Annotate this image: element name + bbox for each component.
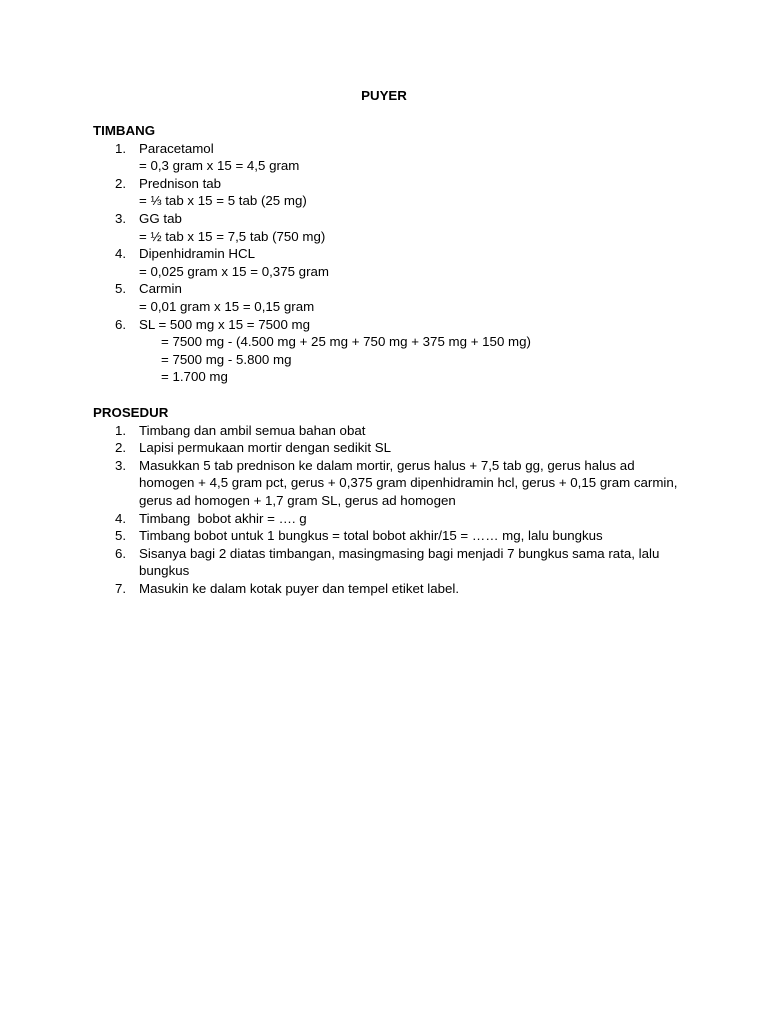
list-item [93,527,693,545]
item-text: Dipenhidramin HCL [139,246,256,262]
list-item [93,510,693,528]
list-item [93,140,693,175]
item-number: 4. [115,510,127,526]
item-text: Timbang bobot akhir = …. g [139,510,307,526]
item-number: 5. [115,528,127,544]
item-number: 3. [115,210,127,226]
item-calculation: = ⅓ tab x 15 = 5 tab (25 mg) [139,193,307,209]
item-text: Masukkan 5 tab prednison ke dalam mortir, gerus halus + 7,5 tab gg, gerus halus ad homogen + 4,5 gram pct, gerus + 0,375 gram dipenhidramin hcl, gerus + 0,15 gram carmin, gerus ad homogen + 1,7 gram SL, gerus ad homogen [139,457,678,508]
list-item [93,175,693,210]
item-number: 4. [115,246,127,262]
list-item [93,316,693,386]
item-calculation: = 1.700 mg [161,369,228,385]
prosedur-list [93,422,693,598]
item-text: SL = 500 mg x 15 = 7500 mg [139,316,311,332]
item-calculation: = 0,025 gram x 15 = 0,375 gram [139,263,329,279]
item-number: 6. [115,545,127,561]
item-text: Carmin [139,281,182,297]
item-number: 1. [115,140,127,156]
item-number: 2. [115,175,127,191]
item-text: Sisanya bagi 2 diatas timbangan, masingmasing bagi menjadi 7 bungkus sama rata, lalu bungkus [139,545,660,579]
list-item [93,457,693,510]
item-text: Paracetamol [139,140,214,156]
item-text: GG tab [139,210,182,226]
prosedur-heading: PROSEDUR [93,405,169,420]
timbang-list [93,140,693,386]
item-text: Timbang bobot untuk 1 bungkus = total bobot akhir/15 = …… mg, lalu bungkus [139,528,603,544]
timbang-section [93,122,693,386]
list-item [93,280,693,315]
item-number: 6. [115,316,127,332]
document-title: PUYER [361,88,407,103]
item-text: Timbang dan ambil semua bahan obat [139,422,366,438]
item-text: Masukin ke dalam kotak puyer dan tempel etiket label. [139,580,460,596]
item-calculation: = 7500 mg - 5.800 mg [161,351,292,367]
item-text: Lapisi permukaan mortir dengan sedikit SL [139,440,392,456]
item-calculation: = 7500 mg - (4.500 mg + 25 mg + 750 mg + 375 mg + 150 mg) [161,334,531,350]
item-number: 5. [115,281,127,297]
item-calculation: = ½ tab x 15 = 7,5 tab (750 mg) [139,228,326,244]
timbang-heading: TIMBANG [93,123,156,138]
item-calculation: = 0,01 gram x 15 = 0,15 gram [139,298,315,314]
list-item [93,439,693,457]
item-text: Prednison tab [139,175,222,191]
item-number: 2. [115,440,127,456]
item-number: 7. [115,580,127,596]
item-number: 3. [115,457,127,473]
list-item [93,545,693,580]
item-calculation: = 0,3 gram x 15 = 4,5 gram [139,158,300,174]
list-item [93,210,693,245]
prosedur-section [93,404,693,598]
item-number: 1. [115,422,127,438]
list-item [93,422,693,440]
list-item [93,245,693,280]
list-item [93,580,693,598]
